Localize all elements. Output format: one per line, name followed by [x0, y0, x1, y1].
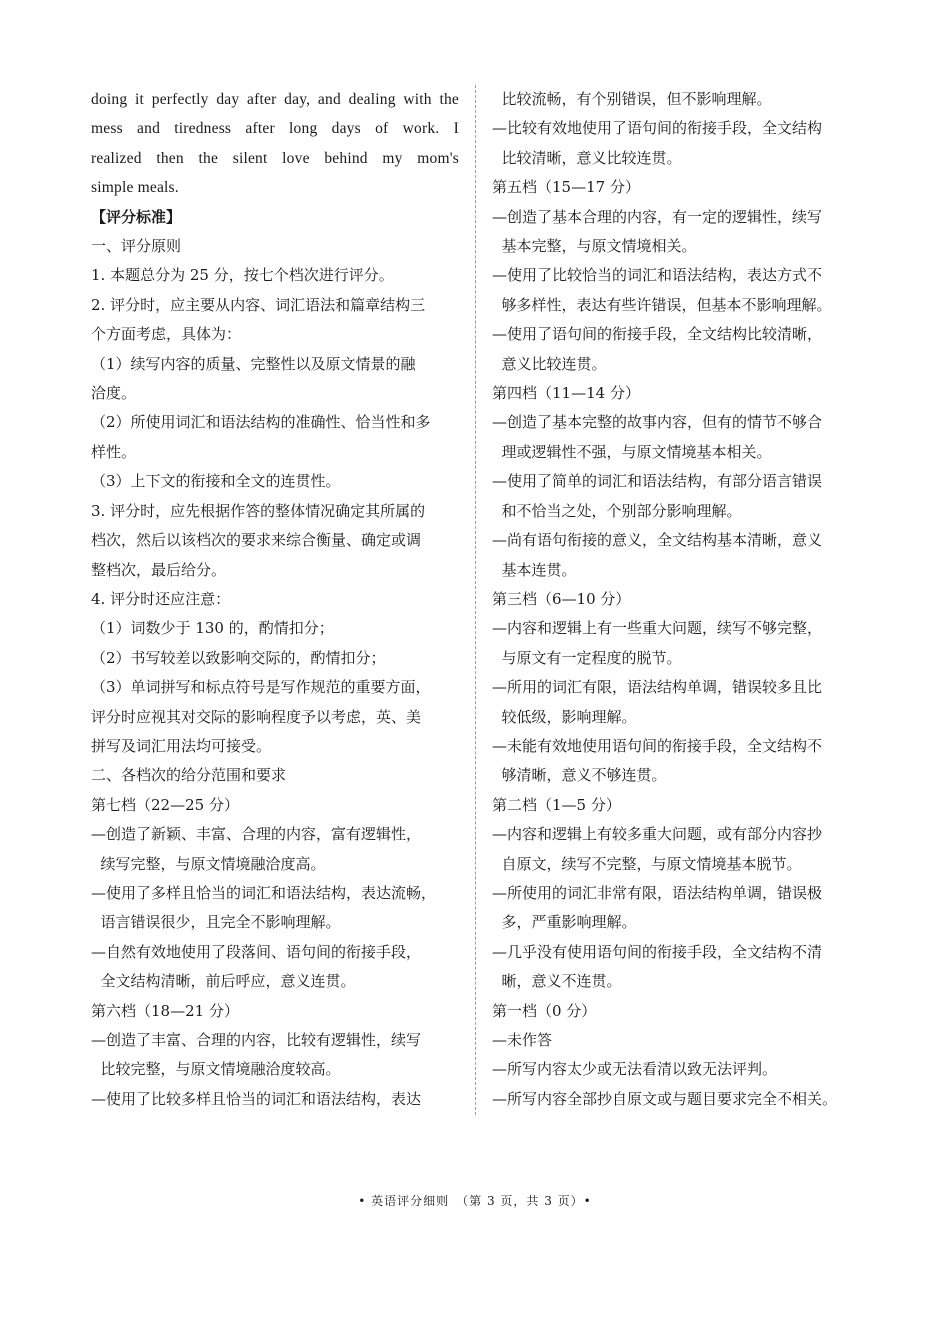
rubric-line: 比较完整，与原文情境融洽度较高。 — [91, 1060, 341, 1079]
rubric-line: 第三档（6—10 分） — [492, 589, 631, 608]
rubric-line: （3）单词拼写和标点符号是写作规范的重要方面， — [91, 678, 431, 697]
rubric-line: 档次，然后以该档次的要求来综合衡量、确定或调 — [91, 531, 422, 550]
rubric-line: 语言错误很少，且完全不影响理解。 — [91, 913, 341, 932]
rubric-line: 第五档（15—17 分） — [492, 178, 640, 197]
rubric-line: （3）上下文的衔接和全文的连贯性。 — [91, 472, 341, 491]
rubric-left-lines — [91, 232, 459, 1114]
rubric-line: —使用了简单的词汇和语法结构，有部分语言错误 — [492, 472, 823, 491]
rubric-title: 【评分标准】 — [91, 207, 182, 226]
rubric-line: 较低级，影响理解。 — [492, 707, 637, 726]
essay-line: realized then the silent love behind my mom's — [91, 149, 459, 167]
rubric-line: 拼写及词汇用法均可接受。 — [91, 736, 272, 755]
rubric-line: 全文结构清晰，前后呼应，意义连贯。 — [91, 972, 356, 991]
rubric-line: 第六档（18—21 分） — [91, 1001, 239, 1020]
rubric-line: 多，严重影响理解。 — [492, 913, 637, 932]
essay-line: mess and tiredness after long days of work. I — [91, 120, 459, 138]
rubric-line: 和不恰当之处，个别部分影响理解。 — [492, 501, 742, 520]
rubric-line: 第四档（11—14 分） — [492, 384, 640, 403]
rubric-line: —创造了基本完整的故事内容，但有的情节不够合 — [492, 413, 823, 432]
rubric-line: 理或逻辑性不强，与原文情境基本相关。 — [492, 442, 772, 461]
rubric-line: —未作答 — [492, 1031, 553, 1049]
column-divider — [475, 85, 476, 1115]
rubric-line: —创造了丰富、合理的内容，比较有逻辑性，续写 — [91, 1031, 422, 1049]
rubric-line: —使用了比较恰当的词汇和语法结构，表达方式不 — [492, 266, 823, 285]
rubric-line: 二、各档次的给分范围和要求 — [91, 766, 287, 785]
rubric-line: 个方面考虑，具体为： — [91, 325, 242, 344]
rubric-line: —自然有效地使用了段落间、语句间的衔接手段， — [91, 942, 422, 961]
rubric-line: （1）续写内容的质量、完整性以及原文情景的融 — [91, 354, 416, 373]
rubric-line: 整档次，最后给分。 — [91, 560, 227, 579]
rubric-line: （1）词数少于 130 的，酌情扣分； — [91, 619, 334, 638]
rubric-right-lines — [492, 85, 862, 1114]
rubric-line: 比较清晰，意义比较连贯。 — [492, 148, 682, 167]
rubric-line: 续写完整，与原文情境融洽度高。 — [91, 854, 326, 873]
rubric-line: 洽度。 — [91, 384, 137, 403]
rubric-line: 比较流畅，有个别错误，但不影响理解。 — [492, 90, 772, 108]
rubric-line: —创造了基本合理的内容，有一定的逻辑性，续写 — [492, 207, 823, 226]
rubric-line: —几乎没有使用语句间的衔接手段，全文结构不清 — [492, 942, 823, 961]
rubric-line: 1. 本题总分为 25 分，按七个档次进行评分。 — [91, 266, 394, 285]
rubric-line: —内容和逻辑上有较多重大问题，或有部分内容抄 — [492, 825, 823, 844]
rubric-line: 2. 评分时，应主要从内容、词汇语法和篇章结构三 — [91, 295, 426, 314]
rubric-line: 与原文有一定程度的脱节。 — [492, 648, 682, 667]
essay-excerpt — [91, 85, 459, 203]
rubric-line: —使用了语句间的衔接手段，全文结构比较清晰， — [492, 325, 823, 344]
rubric-line: 基本连贯。 — [492, 560, 577, 579]
rubric-line: —尚有语句衔接的意义，全文结构基本清晰，意义 — [492, 531, 823, 550]
essay-line: doing it perfectly day after day, and dealing with the — [91, 91, 459, 108]
rubric-line: —所使用的词汇非常有限，语法结构单调，错误极 — [492, 883, 823, 902]
rubric-line: 一、评分原则 — [91, 237, 182, 256]
rubric-line: —所写内容太少或无法看清以致无法评判。 — [492, 1060, 778, 1079]
rubric-line: 第一档（0 分） — [492, 1001, 597, 1020]
rubric-line: 3. 评分时，应先根据作答的整体情况确定其所属的 — [91, 501, 426, 520]
rubric-line: —所写内容全部抄自原文或与题目要求完全不相关。 — [492, 1089, 838, 1108]
rubric-line: —使用了比较多样且恰当的词汇和语法结构，表达 — [91, 1089, 422, 1108]
rubric-line: 够清晰，意义不够连贯。 — [492, 766, 667, 785]
rubric-line: —使用了多样且恰当的词汇和语法结构，表达流畅， — [91, 883, 437, 902]
rubric-line: 4. 评分时还应注意： — [91, 589, 231, 608]
rubric-line: 基本完整，与原文情境相关。 — [492, 237, 697, 256]
rubric-line: —创造了新颖、丰富、合理的内容，富有逻辑性， — [91, 825, 422, 844]
rubric-line: —未能有效地使用语句间的衔接手段，全文结构不 — [492, 736, 823, 755]
rubric-line: —所用的词汇有限，语法结构单调，错误较多且比 — [492, 678, 823, 697]
rubric-line: （2）所使用词汇和语法结构的准确性、恰当性和多 — [91, 413, 431, 432]
rubric-line: （2）书写较差以致影响交际的，酌情扣分； — [91, 648, 386, 667]
right-column — [492, 85, 862, 1114]
rubric-line: 评分时应视其对交际的影响程度予以考虑，英、美 — [91, 707, 422, 726]
rubric-line: 第二档（1—5 分） — [492, 795, 621, 814]
rubric-line: 够多样性，表达有些许错误，但基本不影响理解。 — [492, 295, 832, 314]
rubric-line: —内容和逻辑上有一些重大问题，续写不够完整， — [492, 619, 823, 638]
rubric-line: 意义比较连贯。 — [492, 354, 607, 373]
essay-line: simple meals. — [91, 179, 179, 197]
rubric-line: 自原文，续写不完整，与原文情境基本脱节。 — [492, 854, 802, 873]
left-column — [91, 85, 459, 1114]
rubric-line: 晰，意义不连贯。 — [492, 972, 622, 991]
rubric-line: —比较有效地使用了语句间的衔接手段，全文结构 — [492, 119, 823, 138]
page-footer: • 英语评分细则 （第 3 页，共 3 页）• — [358, 1194, 592, 1208]
rubric-line: 第七档（22—25 分） — [91, 795, 239, 814]
rubric-line: 样性。 — [91, 442, 137, 461]
